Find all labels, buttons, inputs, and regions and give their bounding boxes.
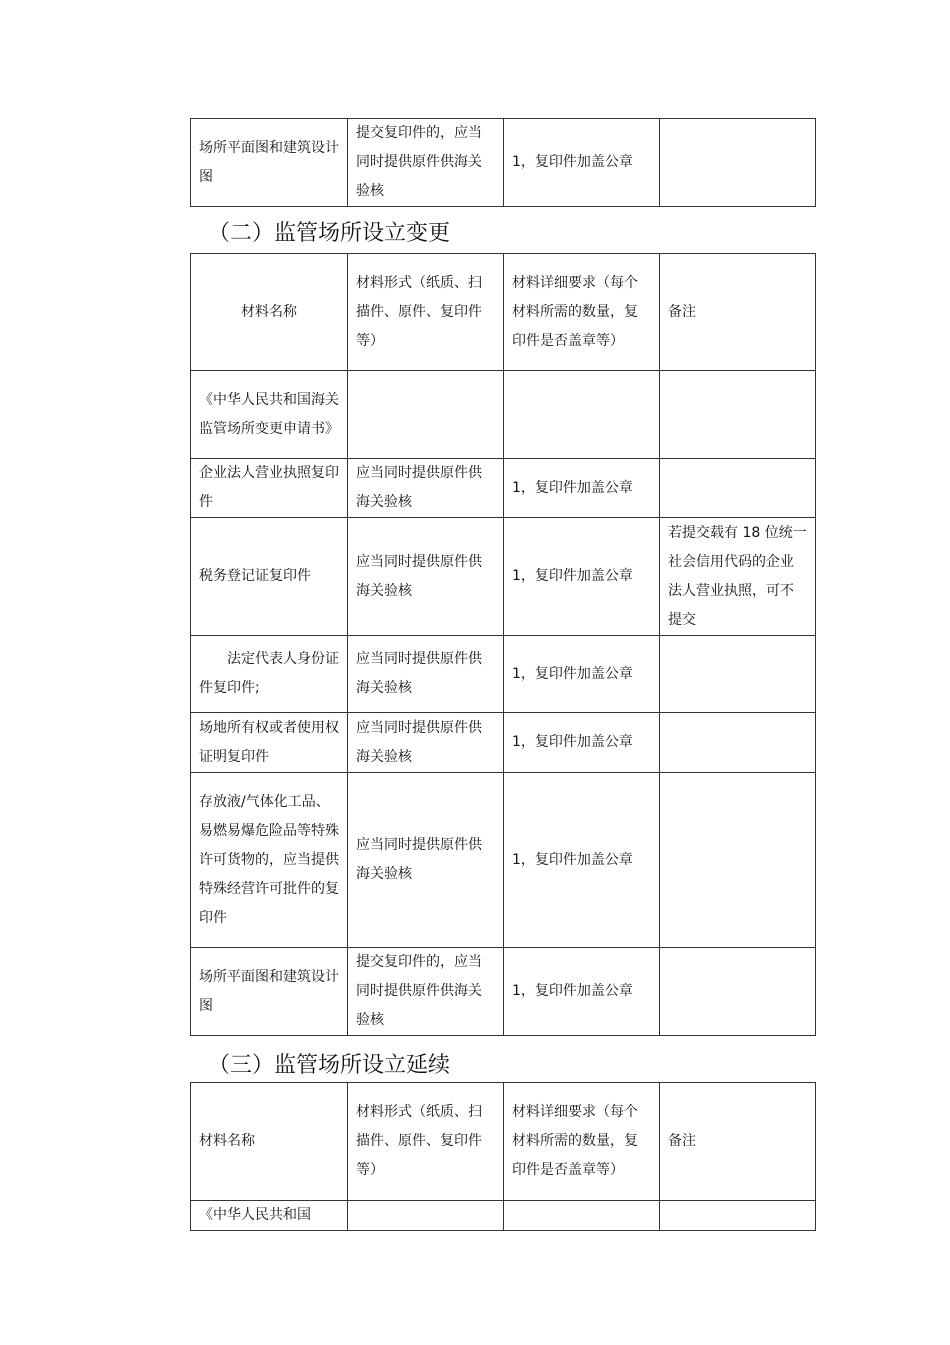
section3-heading: （三）监管场所设立延续 bbox=[208, 1053, 451, 1078]
header-material-name: 材料名称 bbox=[191, 254, 348, 371]
cell-material-requirement: 1，复印件加盖公章 bbox=[504, 773, 660, 948]
cell-material-name: 场地所有权或者使用权证明复印件 bbox=[191, 713, 348, 773]
cell-material-requirement bbox=[504, 371, 660, 459]
cell-material-requirement: 1，复印件加盖公章 bbox=[504, 636, 660, 713]
table-row bbox=[191, 371, 816, 459]
cell-material-form: 应当同时提供原件供海关验核 bbox=[348, 518, 504, 636]
table-row bbox=[191, 119, 816, 207]
header-material-form: 材料形式（纸质、扫描件、原件、复印件等） bbox=[348, 1083, 504, 1201]
table-row bbox=[191, 1201, 816, 1231]
cell-remark bbox=[660, 773, 816, 948]
header-material-requirement: 材料详细要求（每个材料所需的数量，复印件是否盖章等） bbox=[504, 1083, 660, 1201]
cell-material-name: 法定代表人身份证件复印件; bbox=[191, 636, 348, 713]
cell-material-form: 应当同时提供原件供海关验核 bbox=[348, 773, 504, 948]
table-header-row bbox=[191, 1083, 816, 1201]
table-row bbox=[191, 948, 816, 1036]
cell-material-name: 《中华人民共和国 bbox=[191, 1201, 348, 1231]
cell-material-requirement: 1，复印件加盖公章 bbox=[504, 948, 660, 1036]
cell-material-name: 场所平面图和建筑设计图 bbox=[191, 948, 348, 1036]
cell-remark bbox=[660, 713, 816, 773]
cell-material-requirement bbox=[504, 1201, 660, 1231]
table-section2 bbox=[190, 253, 816, 1036]
header-material-requirement: 材料详细要求（每个材料所需的数量，复印件是否盖章等） bbox=[504, 254, 660, 371]
cell-material-requirement: 1，复印件加盖公章 bbox=[504, 119, 660, 207]
cell-remark bbox=[660, 459, 816, 518]
cell-material-form: 应当同时提供原件供海关验核 bbox=[348, 459, 504, 518]
cell-material-form: 应当同时提供原件供海关验核 bbox=[348, 713, 504, 773]
cell-material-name: 场所平面图和建筑设计图 bbox=[191, 119, 348, 207]
header-material-name: 材料名称 bbox=[191, 1083, 348, 1201]
table-section3 bbox=[190, 1082, 816, 1231]
cell-remark bbox=[660, 1201, 816, 1231]
cell-material-requirement: 1，复印件加盖公章 bbox=[504, 459, 660, 518]
cell-remark bbox=[660, 948, 816, 1036]
cell-material-name: 《中华人民共和国海关监管场所变更申请书》 bbox=[191, 371, 348, 459]
table-header-row bbox=[191, 254, 816, 371]
cell-material-form: 提交复印件的，应当同时提供原件供海关验核 bbox=[348, 119, 504, 207]
section2-heading: （二）监管场所设立变更 bbox=[208, 221, 451, 246]
cell-remark bbox=[660, 636, 816, 713]
cell-remark bbox=[660, 119, 816, 207]
cell-remark bbox=[660, 371, 816, 459]
table-row bbox=[191, 636, 816, 713]
cell-material-form bbox=[348, 371, 504, 459]
cell-remark: 若提交载有 18 位统一社会信用代码的企业法人营业执照，可不提交 bbox=[660, 518, 816, 636]
header-remark: 备注 bbox=[660, 1083, 816, 1201]
cell-material-requirement: 1，复印件加盖公章 bbox=[504, 713, 660, 773]
cell-material-name: 企业法人营业执照复印件 bbox=[191, 459, 348, 518]
header-material-form: 材料形式（纸质、扫描件、原件、复印件等） bbox=[348, 254, 504, 371]
cell-material-requirement: 1，复印件加盖公章 bbox=[504, 518, 660, 636]
table-row bbox=[191, 713, 816, 773]
table-row bbox=[191, 459, 816, 518]
cell-material-form: 应当同时提供原件供海关验核 bbox=[348, 636, 504, 713]
cell-material-name: 存放液/气体化工品、易燃易爆危险品等特殊许可货物的，应当提供特殊经营许可批件的复印件 bbox=[191, 773, 348, 948]
header-remark: 备注 bbox=[660, 254, 816, 371]
table-top bbox=[190, 118, 816, 207]
table-row bbox=[191, 518, 816, 636]
cell-material-form bbox=[348, 1201, 504, 1231]
cell-material-name: 税务登记证复印件 bbox=[191, 518, 348, 636]
table-row bbox=[191, 773, 816, 948]
cell-material-form: 提交复印件的，应当同时提供原件供海关验核 bbox=[348, 948, 504, 1036]
